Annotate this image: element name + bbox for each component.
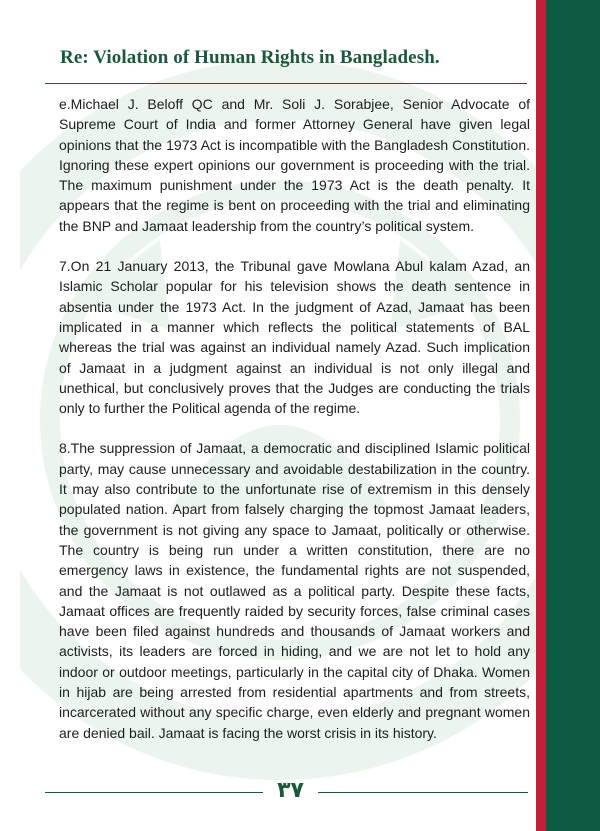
header-divider [45, 83, 527, 84]
green-side-stripe [546, 0, 600, 831]
paragraph-7: 7.On 21 January 2013, the Tribunal gave Mowlana Abul kalam Azad, an Islamic Scholar popular for his television shows the death sentence in absentia under the 1973 Act. In the judgment of Azad, Jamaat has been implicated in a manner which reflects the political statements of BAL whereas the trial was against an individual namely Azad. Such implication of Jamaat in a judgment against an individual is not only illegal and unethical, but conclusively proves that the Judges are conducting the trials only to further the Political agenda of the regime. [59, 258, 530, 417]
footer-divider-right [318, 792, 528, 793]
paragraph-8: 8.The suppression of Jamaat, a democratic and disciplined Islamic political party, may cause unnecessary and avoidable destabilization in the country. It may also contribute to the unfortunate rise of extremism in this densely populated nation. Apart from falsely charging the topmost Jamaat leaders, the government is not giving any space to Jamaat, politically or otherwise. The country is being run under a written constitution, there are no emergency laws in existence, the fundamental rights are not suspended, and the Jamaat is not outlawed as a political party. Despite these facts, Jamaat offices are frequently raided by security forces, false criminal cases have been filed against hundreds and thousands of Jamaat workers and activists, its leaders are forced in hiding, and we are not let to hold any indoor or outdoor meetings, particularly in the capital city of Dhaka. Women in hijab are being arrested from residential apartments and from streets, incarcerated without any specific charge, even elderly and pregnant women are denied bail. Jamaat is facing the worst crisis in its history. [59, 440, 530, 741]
paragraph-e: e.Michael J. Beloff QC and Mr. Soli J. Sorabjee, Senior Advocate of Supreme Court of India and former Attorney General have given legal opinions that the 1973 Act is incompatible with the Bangladesh Constitution. Ignoring these expert opinions our government is proceeding with the trial. The maximum punishment under the 1973 Act is the death penalty. It appears that the regime is bent on proceeding with the trial and eliminating the BNP and Jamaat leadership from the country’s political system. [59, 96, 530, 234]
red-side-stripe [536, 0, 546, 831]
page-title: Re: Violation of Human Rights in Bangladesh. [60, 47, 440, 68]
footer-divider-left [45, 792, 263, 793]
page-number: ٣٧ [277, 778, 304, 803]
body-text [59, 94, 530, 743]
